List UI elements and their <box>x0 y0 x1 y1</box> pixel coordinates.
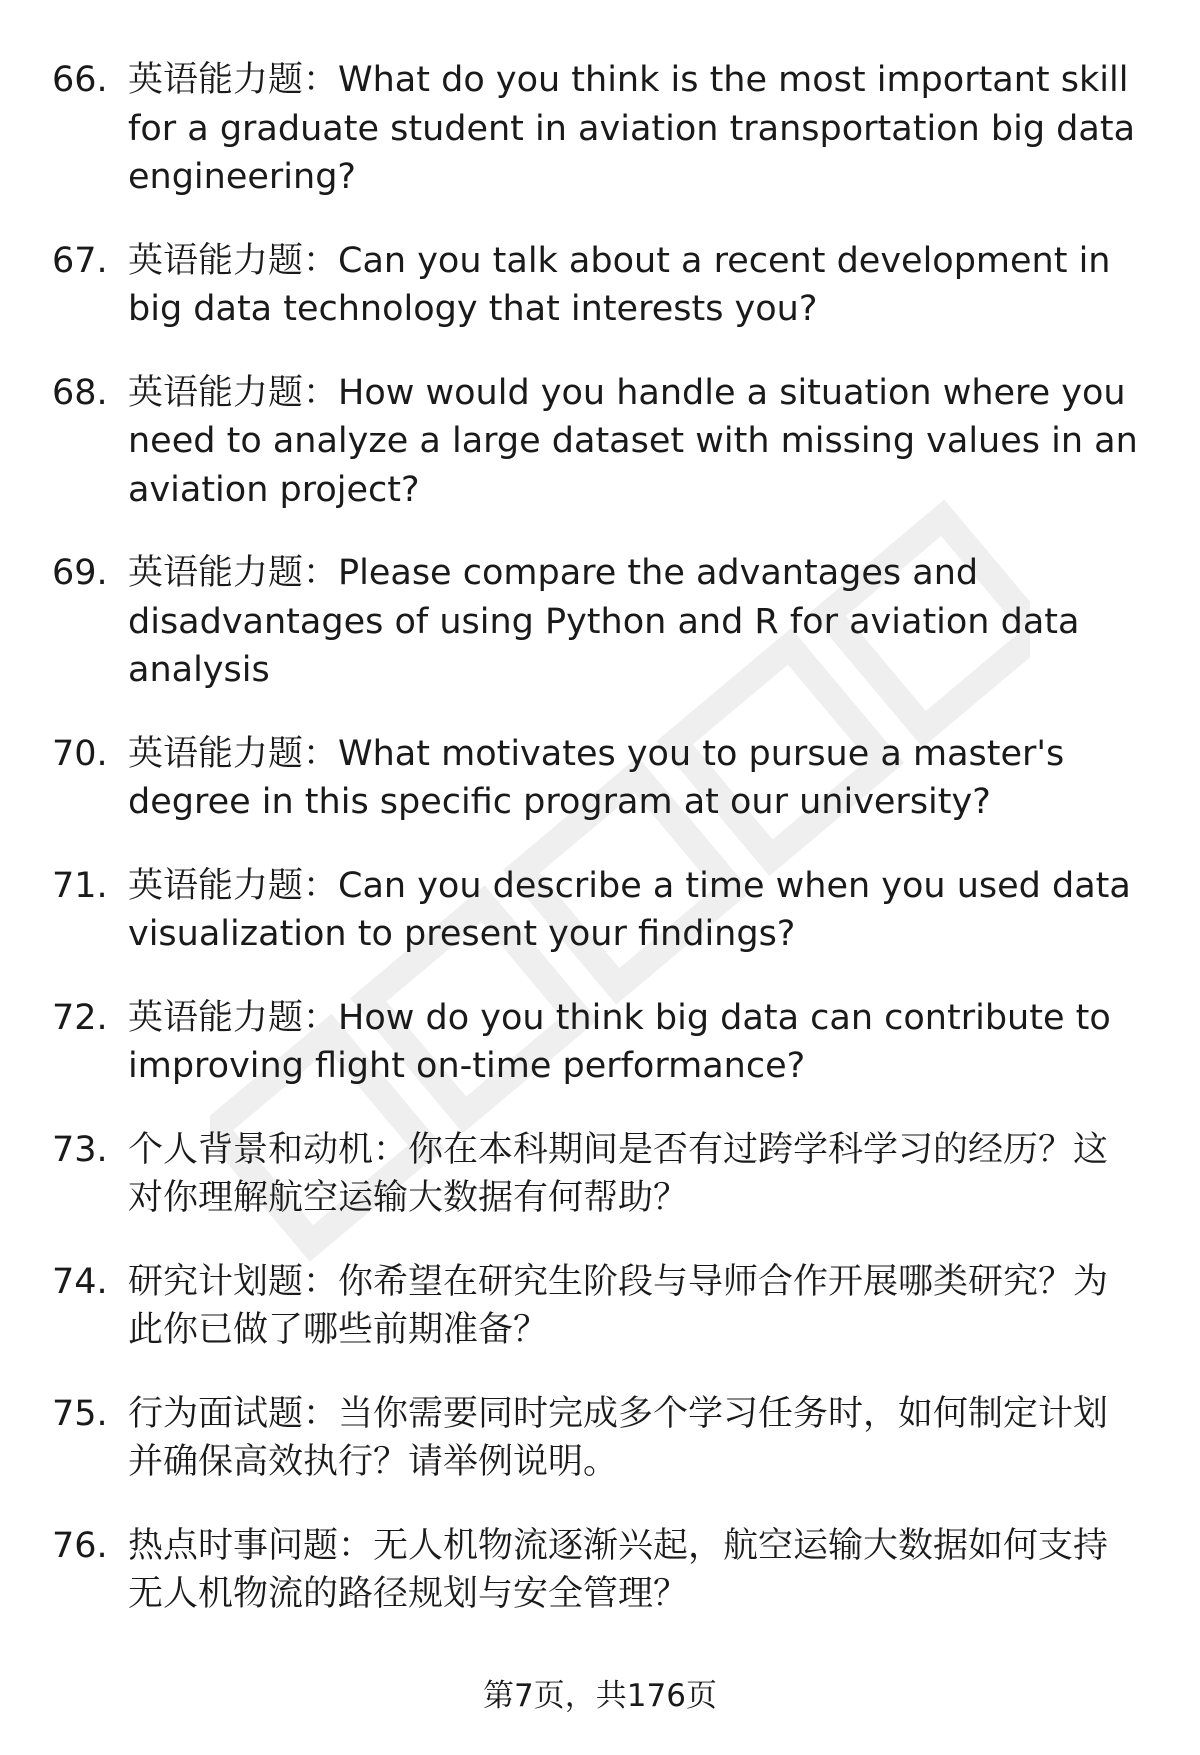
question-item <box>0 862 1200 959</box>
question-category: 英语能力题： <box>128 733 339 774</box>
question-category: 行为面试题： <box>128 1393 339 1434</box>
question-text: 无人机物流逐渐兴起，航空运输大数据如何支持无人机物流的路径规划与安全管理？ <box>128 1525 1109 1614</box>
question-category: 热点时事问题： <box>128 1525 374 1566</box>
question-item <box>0 237 1200 334</box>
question-category: 英语能力题： <box>128 372 339 413</box>
question-category: 英语能力题： <box>128 240 339 281</box>
question-item <box>0 1126 1200 1223</box>
question-item <box>0 56 1200 202</box>
question-item <box>0 1258 1200 1355</box>
question-number: 66. <box>52 60 108 100</box>
question-text: What do you think is the most important skill for a graduate student in aviation transportation big data engineering? <box>128 60 1136 197</box>
question-text: Please compare the advantages and disadvantages of using Python and R for aviation data analysis <box>128 553 1080 690</box>
question-category: 个人背景和动机： <box>128 1129 409 1170</box>
question-number: 70. <box>52 733 108 774</box>
question-number: 76. <box>52 1525 108 1566</box>
question-number: 67. <box>52 240 108 281</box>
question-item <box>0 994 1200 1091</box>
question-number: 71. <box>52 865 108 906</box>
question-category: 英语能力题： <box>128 997 339 1038</box>
question-item <box>0 730 1200 827</box>
question-category: 英语能力题： <box>128 60 339 100</box>
question-text: How would you handle a situation where you need to analyze a large dataset with missing values in an aviation project? <box>128 372 1138 510</box>
question-category: 英语能力题： <box>128 553 339 593</box>
question-text: Can you talk about a recent development in big data technology that interests you? <box>128 240 1111 329</box>
page-number-footer: 第7页，共176页 <box>483 1678 717 1714</box>
question-text: What motivates you to pursue a master's degree in this specific program at our university? <box>128 733 1065 822</box>
question-text: Can you describe a time when you used data visualization to present your findings? <box>128 865 1131 954</box>
question-number: 69. <box>52 553 108 593</box>
question-list <box>0 56 1200 1654</box>
question-number: 72. <box>52 997 108 1038</box>
question-text: 你在本科期间是否有过跨学科学习的经历？这对你理解航空运输大数据有何帮助？ <box>128 1129 1109 1218</box>
question-number: 75. <box>52 1393 108 1434</box>
question-text: 当你需要同时完成多个学习任务时，如何制定计划并确保高效执行？请举例说明。 <box>128 1393 1109 1482</box>
question-number: 68. <box>52 372 108 413</box>
question-number: 73. <box>52 1129 108 1170</box>
question-item <box>0 369 1200 515</box>
question-item <box>0 1522 1200 1619</box>
question-item <box>0 549 1200 695</box>
question-text: 你希望在研究生阶段与导师合作开展哪类研究？为此你已做了哪些前期准备？ <box>128 1261 1109 1350</box>
question-item <box>0 1390 1200 1487</box>
question-text: How do you think big data can contribute to improving flight on-time performance? <box>128 997 1111 1086</box>
question-number: 74. <box>52 1261 108 1302</box>
question-category: 英语能力题： <box>128 865 339 906</box>
question-category: 研究计划题： <box>128 1261 339 1302</box>
